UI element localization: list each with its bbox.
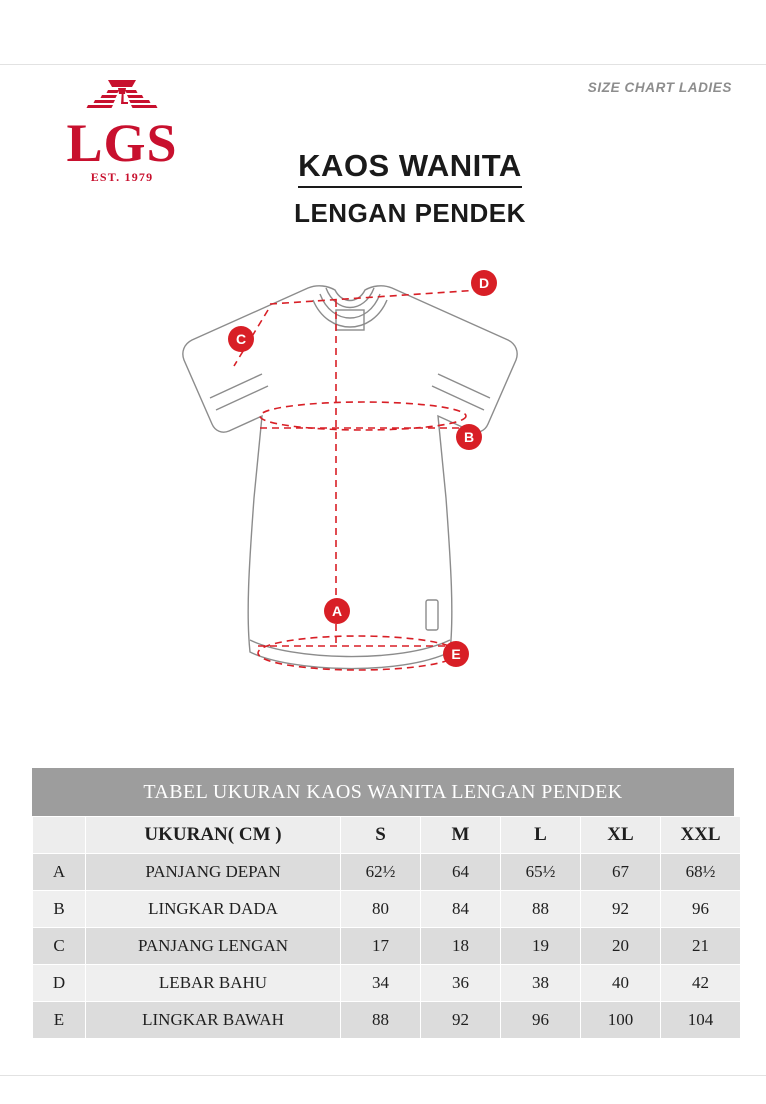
cell-m: 36	[421, 965, 501, 1002]
title-main: KAOS WANITA	[298, 148, 522, 188]
cell-xxl: 104	[661, 1002, 741, 1039]
header-size-xxl: XXL	[661, 817, 741, 854]
cell-l: 88	[501, 891, 581, 928]
row-key: D	[33, 965, 86, 1002]
size-table-wrapper	[32, 768, 734, 1039]
title-sub: LENGAN PENDEK	[294, 198, 526, 228]
cell-m: 18	[421, 928, 501, 965]
cell-xl: 100	[581, 1002, 661, 1039]
header-key	[33, 817, 86, 854]
wing-icon	[62, 78, 182, 120]
cell-s: 80	[341, 891, 421, 928]
marker-a: A	[324, 598, 350, 624]
row-key: A	[33, 854, 86, 891]
cell-xxl: 68½	[661, 854, 741, 891]
size-table	[32, 816, 741, 1039]
cell-m: 84	[421, 891, 501, 928]
cell-l: 38	[501, 965, 581, 1002]
marker-e: E	[443, 641, 469, 667]
cell-l: 65½	[501, 854, 581, 891]
cell-s: 62½	[341, 854, 421, 891]
top-bar	[0, 0, 766, 65]
footer-divider	[0, 1075, 766, 1076]
table-row	[33, 1002, 741, 1039]
cell-s: 88	[341, 1002, 421, 1039]
table-row	[33, 928, 741, 965]
table-row	[33, 891, 741, 928]
cell-xl: 20	[581, 928, 661, 965]
cell-m: 64	[421, 854, 501, 891]
tshirt-illustration	[150, 248, 620, 718]
cell-s: 17	[341, 928, 421, 965]
cell-xxl: 42	[661, 965, 741, 1002]
cell-xxl: 21	[661, 928, 741, 965]
row-name: LINGKAR DADA	[86, 891, 341, 928]
row-key: E	[33, 1002, 86, 1039]
header-size-l: L	[501, 817, 581, 854]
cell-l: 96	[501, 1002, 581, 1039]
marker-c: C	[228, 326, 254, 352]
cell-m: 92	[421, 1002, 501, 1039]
table-row	[33, 965, 741, 1002]
marker-b: B	[456, 424, 482, 450]
cell-xxl: 96	[661, 891, 741, 928]
header-size-m: M	[421, 817, 501, 854]
brand-established: EST. 1979	[90, 170, 154, 184]
page-title	[220, 148, 600, 229]
header-size-s: S	[341, 817, 421, 854]
corner-label: SIZE CHART LADIES	[587, 80, 732, 95]
cell-xl: 67	[581, 854, 661, 891]
brand-name: LGS	[66, 113, 178, 173]
table-title: TABEL UKURAN KAOS WANITA LENGAN PENDEK	[32, 768, 734, 816]
header-size-xl: XL	[581, 817, 661, 854]
cell-xl: 92	[581, 891, 661, 928]
marker-d: D	[471, 270, 497, 296]
row-name: LEBAR BAHU	[86, 965, 341, 1002]
table-header-row	[33, 817, 741, 854]
cell-l: 19	[501, 928, 581, 965]
cell-xl: 40	[581, 965, 661, 1002]
row-key: C	[33, 928, 86, 965]
brand-logo	[52, 78, 192, 190]
row-name: LINGKAR BAWAH	[86, 1002, 341, 1039]
cell-s: 34	[341, 965, 421, 1002]
row-key: B	[33, 891, 86, 928]
row-name: PANJANG DEPAN	[86, 854, 341, 891]
table-row	[33, 854, 741, 891]
header-measure: UKURAN( CM )	[86, 817, 341, 854]
row-name: PANJANG LENGAN	[86, 928, 341, 965]
